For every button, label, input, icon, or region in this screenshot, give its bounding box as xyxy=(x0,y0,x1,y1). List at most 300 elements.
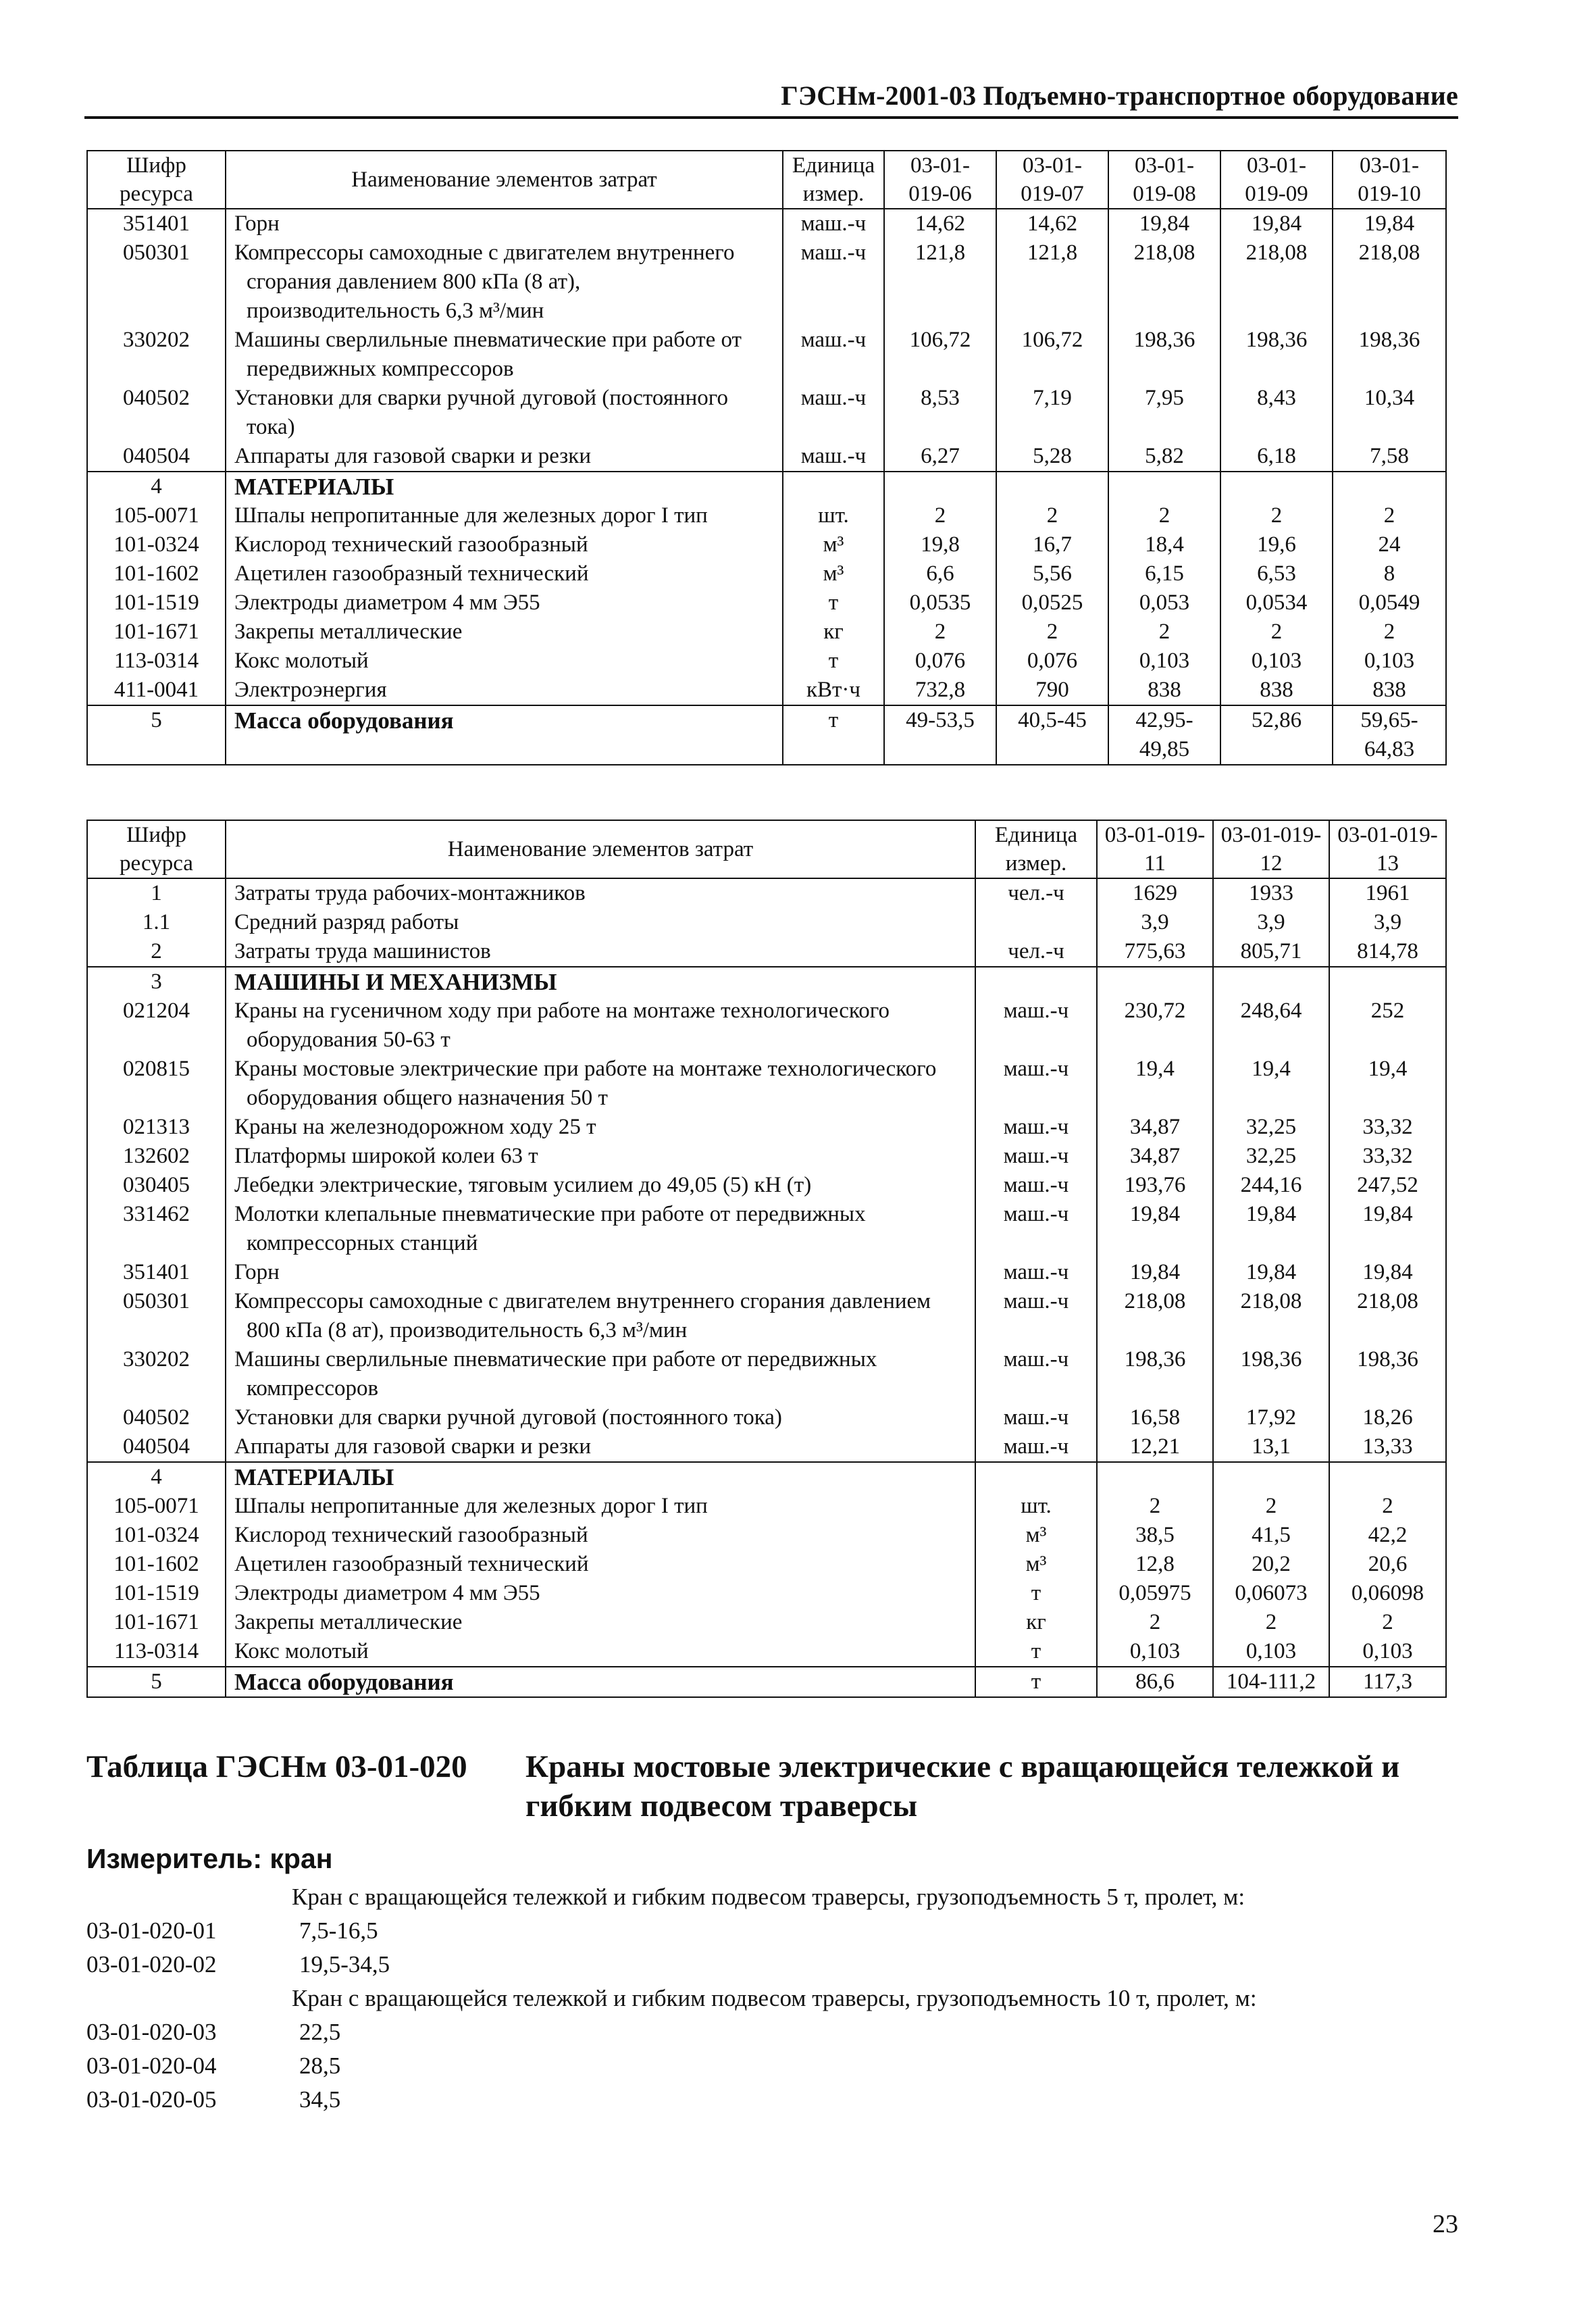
value-cell: 6,53 xyxy=(1220,559,1333,588)
value-cell: 2 xyxy=(1108,501,1220,530)
resource-name-cell: Краны мостовые электрические при работе на монтаже технологического оборудования общего назначения 50 т xyxy=(226,1055,975,1113)
resource-name-cell: Молотки клепальные пневматические при работе от передвижных компрессорных станций xyxy=(226,1200,975,1258)
resource-name-cell: Средний разряд работы xyxy=(226,908,975,937)
unit-cell: шт. xyxy=(783,501,884,530)
value-cell: 19,4 xyxy=(1213,1055,1329,1113)
unit-cell xyxy=(975,908,1097,937)
table-row xyxy=(87,1403,1446,1432)
value-cell: 218,08 xyxy=(1329,1287,1446,1345)
value-cell: 34,87 xyxy=(1097,1142,1213,1171)
value-cell: 3,9 xyxy=(1329,908,1446,937)
value-cell: 2 xyxy=(1213,1608,1329,1637)
resource-code-cell: 351401 xyxy=(87,209,226,238)
resource-code-cell: 4 xyxy=(87,472,226,501)
unit-cell: маш.-ч xyxy=(783,442,884,472)
value-cell: 2 xyxy=(884,501,996,530)
resource-name-cell: Кислород технический газообразный xyxy=(226,530,783,559)
resource-name-cell: Краны на гусеничном ходу при работе на монтаже технологического оборудования 50-63 т xyxy=(226,997,975,1055)
header-col: 03-01-019-07 xyxy=(996,151,1108,209)
value-cell: 19,84 xyxy=(1213,1258,1329,1287)
value-cell: 121,8 xyxy=(996,238,1108,326)
resource-code-cell: 1 xyxy=(87,878,226,908)
table-row xyxy=(87,908,1446,937)
resource-code-cell: 020815 xyxy=(87,1055,226,1113)
header-rule xyxy=(84,116,1458,119)
resource-code-cell: 1.1 xyxy=(87,908,226,937)
resource-code-cell: 2 xyxy=(87,937,226,967)
value-cell: 33,32 xyxy=(1329,1142,1446,1171)
unit-cell: маш.-ч xyxy=(975,1258,1097,1287)
value-cell: 24 xyxy=(1333,530,1446,559)
value-cell: 838 xyxy=(1220,676,1333,705)
unit-cell: маш.-ч xyxy=(975,1432,1097,1462)
resource-code-cell: 030405 xyxy=(87,1171,226,1200)
code-line xyxy=(86,2019,340,2046)
header-col: 03-01-019-13 xyxy=(1329,820,1446,878)
value-cell: 104-111,2 xyxy=(1213,1667,1329,1697)
value-cell xyxy=(996,472,1108,501)
resource-name-cell: Горн xyxy=(226,1258,975,1287)
value-cell: 106,72 xyxy=(884,326,996,384)
page-number: 23 xyxy=(1433,2210,1458,2238)
value-cell: 218,08 xyxy=(1213,1287,1329,1345)
table-row xyxy=(87,647,1446,676)
resource-code-cell: 101-0324 xyxy=(87,530,226,559)
page-header-title: ГЭСНм-2001-03 Подъемно-транспортное оборудование xyxy=(781,80,1458,111)
value-cell: 8 xyxy=(1333,559,1446,588)
unit-cell: маш.-ч xyxy=(975,1287,1097,1345)
resource-name-cell: Электроды диаметром 4 мм Э55 xyxy=(226,588,783,618)
value-cell: 244,16 xyxy=(1213,1171,1329,1200)
table-row xyxy=(87,209,1446,238)
value-cell: 230,72 xyxy=(1097,997,1213,1055)
value-cell: 32,25 xyxy=(1213,1142,1329,1171)
table-row xyxy=(87,676,1446,705)
value-cell: 18,26 xyxy=(1329,1403,1446,1432)
value-cell: 106,72 xyxy=(996,326,1108,384)
code-value: 03-01-020-04 xyxy=(86,2053,217,2079)
header-unit: Единица измер. xyxy=(783,151,884,209)
unit-cell: чел.-ч xyxy=(975,937,1097,967)
value-cell: 775,63 xyxy=(1097,937,1213,967)
resource-name-cell: Краны на железнодорожном ходу 25 т xyxy=(226,1113,975,1142)
table-row xyxy=(87,501,1446,530)
resource-code-cell: 040504 xyxy=(87,442,226,472)
resource-code-cell: 3 xyxy=(87,967,226,997)
table-header-row xyxy=(87,820,1446,878)
resource-name-cell: Электроды диаметром 4 мм Э55 xyxy=(226,1579,975,1608)
resource-name-cell: Закрепы металлические xyxy=(226,1608,975,1637)
resource-name-cell: Горн xyxy=(226,209,783,238)
table-row xyxy=(87,618,1446,647)
table-row xyxy=(87,1637,1446,1667)
resource-name-cell: Электроэнергия xyxy=(226,676,783,705)
resource-code-cell: 351401 xyxy=(87,1258,226,1287)
unit-cell: маш.-ч xyxy=(783,238,884,326)
value-cell xyxy=(1333,472,1446,501)
table-row xyxy=(87,937,1446,967)
value-cell xyxy=(1220,472,1333,501)
unit-cell xyxy=(975,967,1097,997)
value-cell: 10,34 xyxy=(1333,384,1446,442)
value-cell: 7,19 xyxy=(996,384,1108,442)
resource-name-cell: МАТЕРИАЛЫ xyxy=(226,1462,975,1492)
resource-code-cell: 113-0314 xyxy=(87,647,226,676)
value-cell: 42,2 xyxy=(1329,1521,1446,1550)
value-cell: 8,43 xyxy=(1220,384,1333,442)
value-cell: 2 xyxy=(1097,1608,1213,1637)
value-cell: 2 xyxy=(1220,501,1333,530)
value-cell: 40,5-45 xyxy=(996,705,1108,765)
unit-cell: м³ xyxy=(975,1550,1097,1579)
unit-cell: маш.-ч xyxy=(975,1142,1097,1171)
unit-cell: м³ xyxy=(783,530,884,559)
table-row xyxy=(87,1608,1446,1637)
code-line xyxy=(86,2053,340,2080)
resource-name-cell: Ацетилен газообразный технический xyxy=(226,559,783,588)
unit-cell: маш.-ч xyxy=(783,209,884,238)
value-cell: 12,8 xyxy=(1097,1550,1213,1579)
resource-code-cell: 105-0071 xyxy=(87,1492,226,1521)
value-cell: 0,0525 xyxy=(996,588,1108,618)
resource-code-cell: 101-1519 xyxy=(87,588,226,618)
span-value: 22,5 xyxy=(299,2019,341,2045)
code-value: 03-01-020-02 xyxy=(86,1951,217,1978)
value-cell: 19,4 xyxy=(1097,1055,1213,1113)
value-cell: 6,27 xyxy=(884,442,996,472)
resource-name-cell: Установки для сварки ручной дуговой (постоянного тока) xyxy=(226,384,783,442)
header-code: Шифр ресурса xyxy=(87,151,226,209)
table-body xyxy=(87,878,1446,1697)
value-cell: 0,103 xyxy=(1220,647,1333,676)
value-cell: 2 xyxy=(884,618,996,647)
value-cell xyxy=(884,472,996,501)
value-cell: 19,84 xyxy=(1329,1258,1446,1287)
table-row xyxy=(87,1055,1446,1113)
code-value: 03-01-020-05 xyxy=(86,2086,217,2113)
table-row xyxy=(87,1432,1446,1462)
resource-code-cell: 330202 xyxy=(87,326,226,384)
table-body xyxy=(87,209,1446,765)
table-row xyxy=(87,878,1446,908)
table-row xyxy=(87,326,1446,384)
value-cell: 252 xyxy=(1329,997,1446,1055)
resource-code-cell: 331462 xyxy=(87,1200,226,1258)
value-cell: 19,84 xyxy=(1097,1200,1213,1258)
resource-name-cell: Закрепы металлические xyxy=(226,618,783,647)
value-cell: 16,7 xyxy=(996,530,1108,559)
resource-name-cell: Лебедки электрические, тяговым усилием до 49,05 (5) кН (т) xyxy=(226,1171,975,1200)
value-cell: 0,06098 xyxy=(1329,1579,1446,1608)
unit-cell: маш.-ч xyxy=(975,1403,1097,1432)
resource-code-cell: 040504 xyxy=(87,1432,226,1462)
value-cell: 86,6 xyxy=(1097,1667,1213,1697)
resource-name-cell: Масса оборудования xyxy=(226,705,783,765)
table-row xyxy=(87,588,1446,618)
code-value: 03-01-020-01 xyxy=(86,1917,217,1944)
table-row xyxy=(87,1113,1446,1142)
section-row xyxy=(87,472,1446,501)
resource-code-cell: 5 xyxy=(87,1667,226,1697)
resource-code-cell: 050301 xyxy=(87,1287,226,1345)
value-cell xyxy=(1213,967,1329,997)
resource-name-cell: Ацетилен газообразный технический xyxy=(226,1550,975,1579)
resource-code-cell: 5 xyxy=(87,705,226,765)
value-cell: 16,58 xyxy=(1097,1403,1213,1432)
value-cell: 19,8 xyxy=(884,530,996,559)
unit-cell: маш.-ч xyxy=(975,1171,1097,1200)
unit-cell: кг xyxy=(975,1608,1097,1637)
unit-cell: кВт·ч xyxy=(783,676,884,705)
resource-table-1 xyxy=(86,150,1447,765)
resource-code-cell: 101-1602 xyxy=(87,559,226,588)
value-cell: 13,33 xyxy=(1329,1432,1446,1462)
value-cell: 248,64 xyxy=(1213,997,1329,1055)
resource-name-cell: Кокс молотый xyxy=(226,1637,975,1667)
code-line xyxy=(86,1917,378,1944)
value-cell: 13,1 xyxy=(1213,1432,1329,1462)
unit-cell: т xyxy=(975,1579,1097,1608)
table-row xyxy=(87,1550,1446,1579)
value-cell: 2 xyxy=(1220,618,1333,647)
value-cell: 5,82 xyxy=(1108,442,1220,472)
header-col: 03-01-019-12 xyxy=(1213,820,1329,878)
value-cell: 2 xyxy=(1333,501,1446,530)
value-cell: 198,36 xyxy=(1333,326,1446,384)
table-header-row xyxy=(87,151,1446,209)
unit-cell: маш.-ч xyxy=(975,1345,1097,1403)
value-cell: 218,08 xyxy=(1097,1287,1213,1345)
table-row xyxy=(87,442,1446,472)
value-cell: 5,56 xyxy=(996,559,1108,588)
section-row xyxy=(87,967,1446,997)
value-cell: 2 xyxy=(1329,1492,1446,1521)
value-cell: 0,103 xyxy=(1213,1637,1329,1667)
value-cell: 12,21 xyxy=(1097,1432,1213,1462)
value-cell: 247,52 xyxy=(1329,1171,1446,1200)
value-cell: 2 xyxy=(996,618,1108,647)
value-cell: 33,32 xyxy=(1329,1113,1446,1142)
value-cell: 59,65-64,83 xyxy=(1333,705,1446,765)
value-cell: 7,58 xyxy=(1333,442,1446,472)
value-cell: 0,076 xyxy=(996,647,1108,676)
value-cell: 52,86 xyxy=(1220,705,1333,765)
resource-code-cell: 101-1602 xyxy=(87,1550,226,1579)
resource-code-cell: 411-0041 xyxy=(87,676,226,705)
unit-cell: маш.-ч xyxy=(975,1055,1097,1113)
value-cell: 20,2 xyxy=(1213,1550,1329,1579)
value-cell xyxy=(1097,1462,1213,1492)
resource-name-cell: Аппараты для газовой сварки и резки xyxy=(226,1432,975,1462)
table-row xyxy=(87,1579,1446,1608)
value-cell xyxy=(1097,967,1213,997)
value-cell xyxy=(1329,1462,1446,1492)
resource-name-cell: Затраты труда машинистов xyxy=(226,937,975,967)
value-cell: 790 xyxy=(996,676,1108,705)
value-cell: 20,6 xyxy=(1329,1550,1446,1579)
header-col: 03-01-019-06 xyxy=(884,151,996,209)
resource-code-cell: 113-0314 xyxy=(87,1637,226,1667)
value-cell: 41,5 xyxy=(1213,1521,1329,1550)
resource-name-cell: МАТЕРИАЛЫ xyxy=(226,472,783,501)
value-cell: 2 xyxy=(1108,618,1220,647)
value-cell: 121,8 xyxy=(884,238,996,326)
resource-name-cell: Затраты труда рабочих-монтажников xyxy=(226,878,975,908)
value-cell: 838 xyxy=(1108,676,1220,705)
value-cell: 19,84 xyxy=(1329,1200,1446,1258)
resource-name-cell: Шпалы непропитанные для железных дорог I тип xyxy=(226,1492,975,1521)
section-row xyxy=(87,1667,1446,1697)
unit-cell: маш.-ч xyxy=(975,1200,1097,1258)
table-row xyxy=(87,1142,1446,1171)
value-cell: 198,36 xyxy=(1220,326,1333,384)
table-title xyxy=(86,1747,1400,1823)
value-cell: 218,08 xyxy=(1108,238,1220,326)
value-cell: 193,76 xyxy=(1097,1171,1213,1200)
value-cell: 38,5 xyxy=(1097,1521,1213,1550)
value-cell: 0,0534 xyxy=(1220,588,1333,618)
section-row xyxy=(87,1462,1446,1492)
span-value: 28,5 xyxy=(299,2053,341,2079)
value-cell: 0,103 xyxy=(1097,1637,1213,1667)
resource-name-cell: Масса оборудования xyxy=(226,1667,975,1697)
unit-cell: шт. xyxy=(975,1492,1097,1521)
value-cell: 198,36 xyxy=(1108,326,1220,384)
header-col: 03-01-019-10 xyxy=(1333,151,1446,209)
value-cell: 2 xyxy=(996,501,1108,530)
value-cell: 0,0535 xyxy=(884,588,996,618)
value-cell: 198,36 xyxy=(1329,1345,1446,1403)
value-cell: 0,103 xyxy=(1329,1637,1446,1667)
table-row xyxy=(87,1171,1446,1200)
value-cell: 0,05975 xyxy=(1097,1579,1213,1608)
unit-cell: маш.-ч xyxy=(975,997,1097,1055)
value-cell: 732,8 xyxy=(884,676,996,705)
header-name: Наименование элементов затрат xyxy=(226,820,975,878)
header-col: 03-01-019-11 xyxy=(1097,820,1213,878)
value-cell: 0,076 xyxy=(884,647,996,676)
header-unit: Единица измер. xyxy=(975,820,1097,878)
value-cell: 814,78 xyxy=(1329,937,1446,967)
value-cell: 2 xyxy=(1213,1492,1329,1521)
code-line xyxy=(86,2086,340,2113)
table-row xyxy=(87,559,1446,588)
table-title-name: Краны мостовые электрические с вращающейся тележкой и гибким подвесом траверсы xyxy=(525,1749,1400,1823)
unit-cell: т xyxy=(783,647,884,676)
resource-name-cell: МАШИНЫ И МЕХАНИЗМЫ xyxy=(226,967,975,997)
value-cell: 117,3 xyxy=(1329,1667,1446,1697)
table-row xyxy=(87,1492,1446,1521)
value-cell xyxy=(1329,967,1446,997)
table-row xyxy=(87,384,1446,442)
unit-cell: т xyxy=(975,1637,1097,1667)
value-cell: 14,62 xyxy=(884,209,996,238)
resource-name-cell: Кокс молотый xyxy=(226,647,783,676)
value-cell xyxy=(1108,472,1220,501)
value-cell: 6,15 xyxy=(1108,559,1220,588)
table-title-code: Таблица ГЭСНм 03-01-020 xyxy=(86,1749,467,1784)
unit-cell xyxy=(783,472,884,501)
value-cell: 19,6 xyxy=(1220,530,1333,559)
value-cell: 18,4 xyxy=(1108,530,1220,559)
table-row xyxy=(87,530,1446,559)
span-value: 34,5 xyxy=(299,2086,341,2113)
value-cell: 19,84 xyxy=(1213,1200,1329,1258)
resource-name-cell: Кислород технический газообразный xyxy=(226,1521,975,1550)
resource-code-cell: 050301 xyxy=(87,238,226,326)
resource-name-cell: Установки для сварки ручной дуговой (постоянного тока) xyxy=(226,1403,975,1432)
resource-name-cell: Машины сверлильные пневматические при работе от передвижных компрессоров xyxy=(226,326,783,384)
value-cell: 1629 xyxy=(1097,878,1213,908)
value-cell: 0,06073 xyxy=(1213,1579,1329,1608)
value-cell: 19,4 xyxy=(1329,1055,1446,1113)
value-cell: 5,28 xyxy=(996,442,1108,472)
value-cell: 0,0549 xyxy=(1333,588,1446,618)
unit-cell: т xyxy=(975,1667,1097,1697)
value-cell: 2 xyxy=(1329,1608,1446,1637)
value-cell: 6,18 xyxy=(1220,442,1333,472)
value-cell: 198,36 xyxy=(1213,1345,1329,1403)
value-cell: 19,84 xyxy=(1220,209,1333,238)
resource-name-cell: Платформы широкой колеи 63 т xyxy=(226,1142,975,1171)
resource-code-cell: 330202 xyxy=(87,1345,226,1403)
value-cell: 838 xyxy=(1333,676,1446,705)
resource-code-cell: 040502 xyxy=(87,1403,226,1432)
unit-cell: кг xyxy=(783,618,884,647)
value-cell: 0,103 xyxy=(1108,647,1220,676)
value-cell: 1961 xyxy=(1329,878,1446,908)
resource-code-cell: 132602 xyxy=(87,1142,226,1171)
value-cell: 17,92 xyxy=(1213,1403,1329,1432)
unit-cell: маш.-ч xyxy=(783,384,884,442)
value-cell: 0,053 xyxy=(1108,588,1220,618)
value-cell: 0,103 xyxy=(1333,647,1446,676)
value-cell: 19,84 xyxy=(1108,209,1220,238)
resource-code-cell: 040502 xyxy=(87,384,226,442)
section-row xyxy=(87,705,1446,765)
unit-cell: м³ xyxy=(975,1521,1097,1550)
table-row xyxy=(87,1521,1446,1550)
resource-code-cell: 101-0324 xyxy=(87,1521,226,1550)
resource-name-cell: Шпалы непропитанные для железных дорог I тип xyxy=(226,501,783,530)
value-cell: 49-53,5 xyxy=(884,705,996,765)
table-row xyxy=(87,1345,1446,1403)
value-cell: 19,84 xyxy=(1097,1258,1213,1287)
resource-code-cell: 021204 xyxy=(87,997,226,1055)
unit-cell xyxy=(975,1462,1097,1492)
header-code: Шифр ресурса xyxy=(87,820,226,878)
resource-code-cell: 4 xyxy=(87,1462,226,1492)
span-value: 19,5-34,5 xyxy=(299,1951,390,1978)
value-cell: 42,95-49,85 xyxy=(1108,705,1220,765)
unit-cell: т xyxy=(783,588,884,618)
value-cell: 2 xyxy=(1333,618,1446,647)
unit-cell: т xyxy=(783,705,884,765)
resource-code-cell: 101-1519 xyxy=(87,1579,226,1608)
value-cell: 34,87 xyxy=(1097,1113,1213,1142)
value-cell: 3,9 xyxy=(1213,908,1329,937)
value-cell: 8,53 xyxy=(884,384,996,442)
description-line: Кран с вращающейся тележкой и гибким подвесом траверсы, грузоподъемность 10 т, пролет, м: xyxy=(292,1985,1257,2011)
value-cell xyxy=(1213,1462,1329,1492)
unit-cell: маш.-ч xyxy=(975,1113,1097,1142)
unit-cell: чел.-ч xyxy=(975,878,1097,908)
value-cell: 198,36 xyxy=(1097,1345,1213,1403)
value-cell: 14,62 xyxy=(996,209,1108,238)
resource-name-cell: Компрессоры самоходные с двигателем внутреннего сгорания давлением 800 кПа (8 ат), производительность 6,3 м³/мин xyxy=(226,238,783,326)
table-row xyxy=(87,1258,1446,1287)
value-cell: 7,95 xyxy=(1108,384,1220,442)
